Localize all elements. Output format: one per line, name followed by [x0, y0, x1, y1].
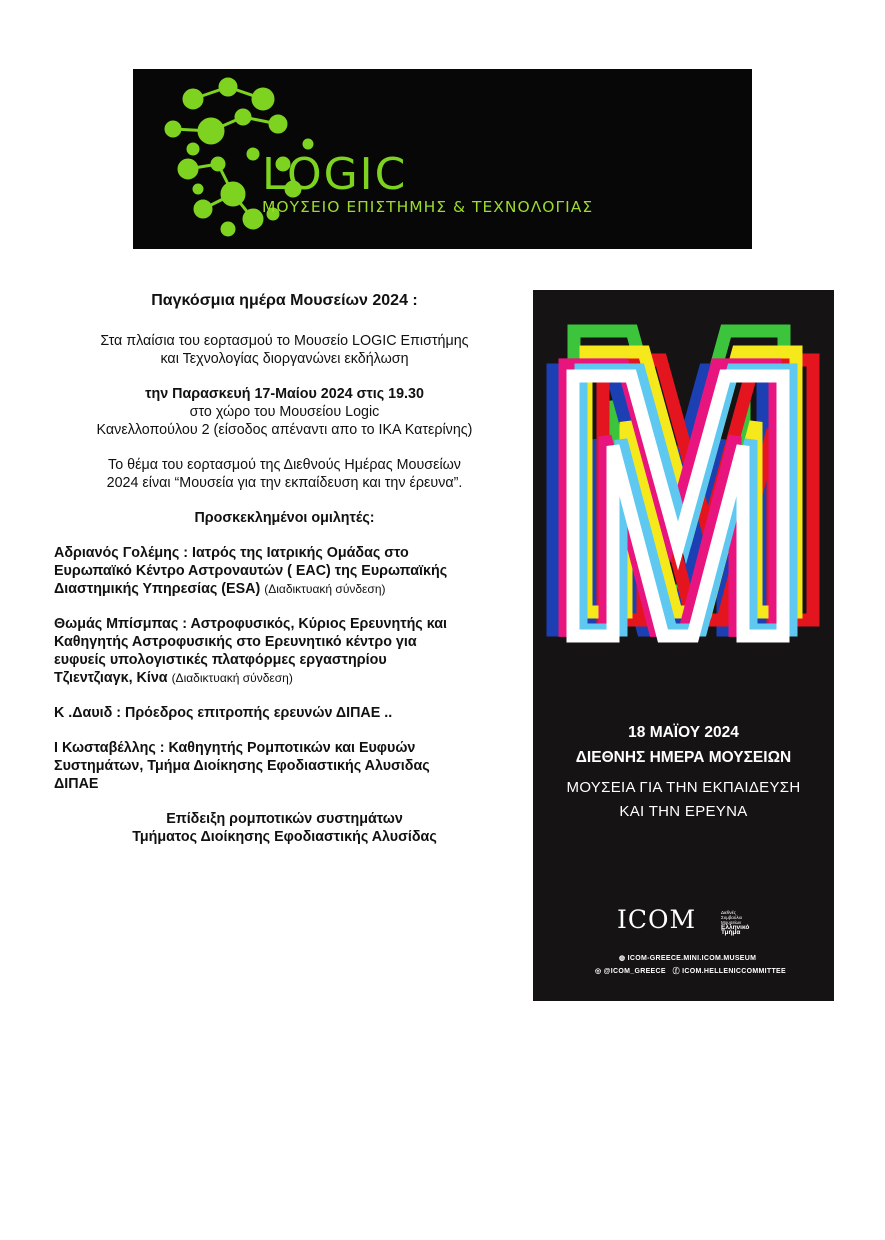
theme-line-1: Το θέμα του εορτασμού της Διεθνούς Ημέρας Μουσείων: [108, 457, 461, 473]
theme-line-2: 2024 είναι “Μουσεία για την εκπαίδευση και την έρευνα”.: [106, 475, 463, 491]
logic-logo-banner: [133, 69, 752, 249]
closing-line-2: Τμήματος Διοίκησης Εφοδιαστικής Αλυσίδας: [132, 829, 437, 845]
instagram-icon: ◎: [595, 968, 602, 975]
icom-subtitle: Διεθνές Συμβούλιο Μουσείων Ελληνικό Τμήμα: [721, 910, 750, 936]
poster-theme-line-1: ΜΟΥΣΕΙΑ ΓΙΑ ΤΗΝ ΕΚΠΑΙΔΕΥΣΗ: [566, 779, 801, 796]
event-announcement: [54, 292, 515, 846]
multicolor-m-graphic: [533, 290, 834, 710]
poster-event: ΔΙΕΘΝΗΣ ΗΜΕΡΑ ΜΟΥΣΕΙΩΝ: [575, 749, 792, 766]
closing-line-1: Επίδειξη ρομποτικών συστημάτων: [166, 811, 403, 827]
molecule-globe-icon: [133, 69, 752, 249]
logo-wordmark: LOGIC: [262, 149, 408, 200]
intro-line-1: Στα πλαίσια του εορτασμού το Μουσείο LOGIC Επιστήμης: [100, 333, 469, 349]
social-links: ◎ @ICOM_GREECE ⓕ ICOM.HELLENICCOMMITTEE: [595, 968, 786, 975]
speakers-heading: Προσκεκλημένοι ομιλητές:: [194, 510, 375, 526]
speaker-3: Κ .Δαυιδ : Πρόεδρος επιτροπής ερευνών ΔΙΠΑΕ ..: [54, 705, 393, 721]
logo-subtitle: ΜΟΥΣΕΙΟ ΕΠΙΣΤΗΜΗΣ & ΤΕΧΝΟΛΟΓΙΑΣ: [262, 198, 594, 216]
speaker-4: Ι Κωσταβέλλης : Καθηγητής Ρομποτικών και Ευφυών Συστημάτων, Τμήμα Διοίκησης Εφοδιαστικής Αλυσιδας ΔΙΠΑΕ: [54, 740, 430, 792]
online-note: (Διαδικτυακή σύνδεση): [171, 671, 293, 685]
icom-logo: ICOM: [617, 905, 697, 934]
speaker-2: Θωμάς Μπίσμπας : Αστροφυσικός, Κύριος Ερευνητής και Καθηγητής Αστροφυσικής στο Ερευνητικό κέντρο για ευφυείς υπολογιστικές πλατφόρμες εργαστηρίου Τζιεντζιαγκ, Κίνα (Διαδικτυακή σύνδεση): [54, 616, 447, 686]
museum-day-poster: [533, 290, 834, 1001]
online-note: (Διαδικτυακή σύνδεση): [264, 582, 386, 596]
poster-date: 18 ΜΑΪΟΥ 2024: [628, 724, 739, 741]
speaker-1: Αδριανός Γολέμης : Ιατρός της Ιατρικής Ομάδας στο Ευρωπαϊκό Κέντρο Αστροναυτών ( EAC) της Ευρωπαϊκής Διαστημικής Υπηρεσίας (ESA) (Διαδικτυακή σύνδεση): [54, 545, 448, 597]
poster-theme-line-2: ΚΑΙ ΤΗΝ ΕΡΕΥΝΑ: [619, 803, 748, 820]
globe-icon: ◍: [619, 955, 626, 962]
event-date: την Παρασκευή 17-Μαίου 2024 στις 19.30: [145, 386, 424, 402]
venue-line-2: Κανελλοπούλου 2 (είσοδος απέναντι απο το ΙΚΑ Κατερίνης): [96, 422, 473, 438]
page-title: Παγκόσμια ημέρα Μουσείων 2024 :: [151, 292, 418, 309]
website-link: ◍ ICOM-GREECE.MINI.ICOM.MUSEUM: [619, 955, 757, 962]
venue-line-1: στο χώρο του Μουσείου Logic: [189, 404, 380, 420]
facebook-icon: ⓕ: [672, 968, 680, 975]
intro-line-2: και Τεχνολογίας διοργανώνει εκδήλωση: [160, 351, 409, 367]
